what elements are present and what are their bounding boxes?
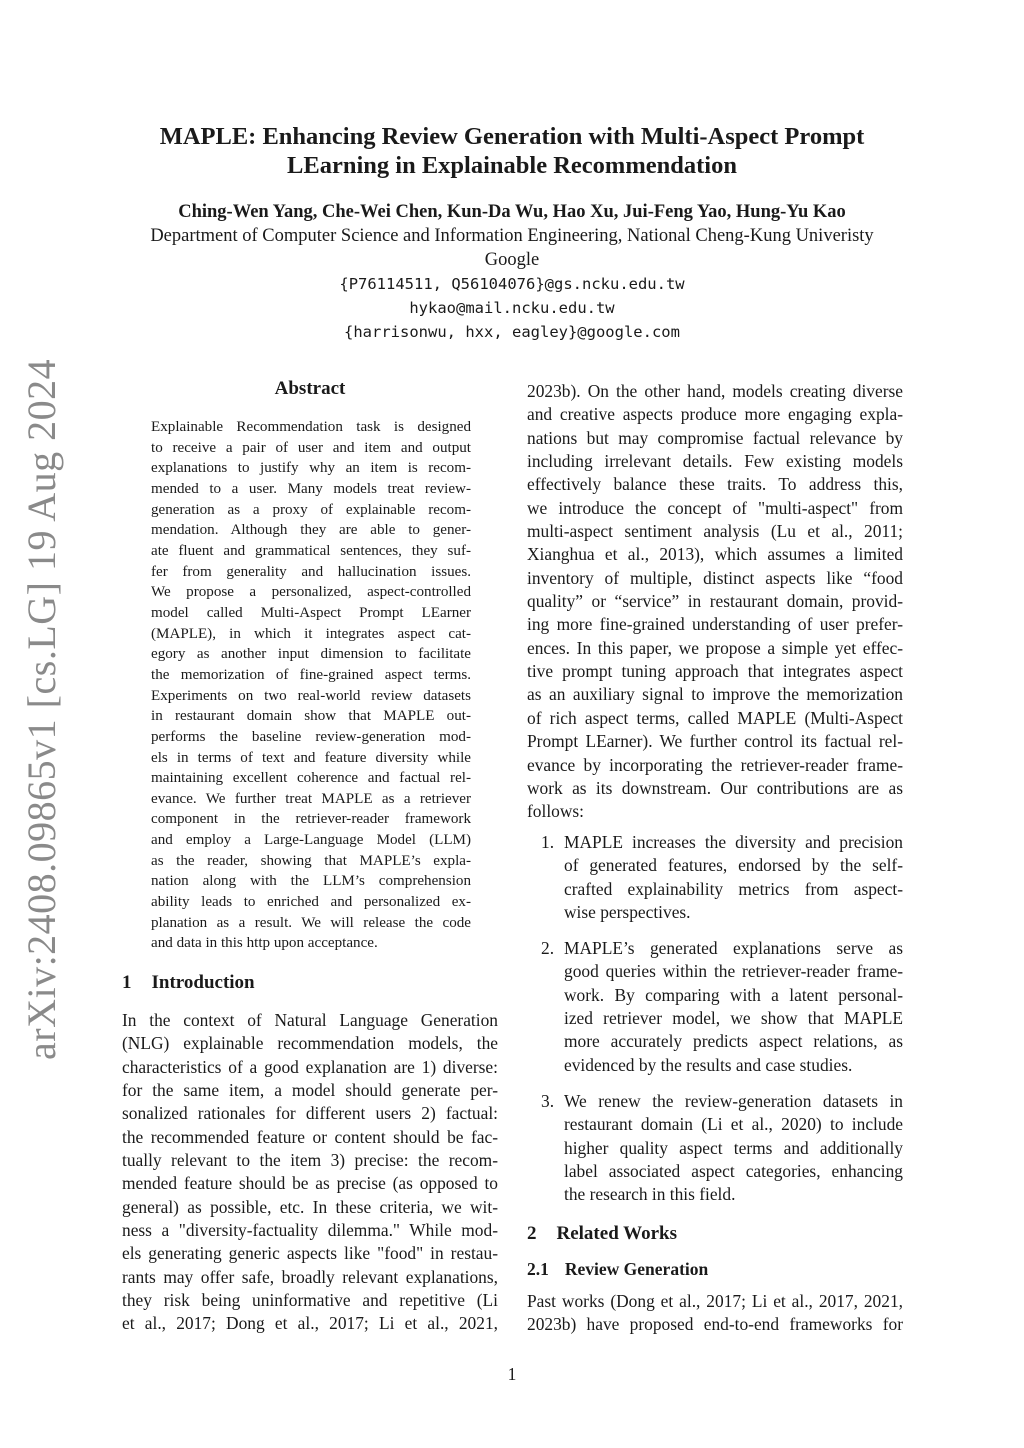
contribution-line: MAPLE increases the diversity and precision	[564, 832, 903, 852]
intro-line: ness a "diversity-factuality dilemma." While mod-	[122, 1220, 498, 1241]
right-column-line: quality” or “service” in restaurant domain, provid-	[527, 591, 903, 612]
right-column-line: tive prompt tuning approach that integrates aspect	[527, 661, 903, 682]
related-heading-number: 2	[527, 1223, 537, 1244]
email-ncku-advisor: hykao@mail.ncku.edu.tw	[409, 299, 615, 317]
contribution-number: 1.	[541, 832, 555, 852]
right-column-line: effectively balance these traits. To address this,	[527, 474, 903, 495]
abstract-line: model called Multi-Aspect Prompt LEarner	[151, 604, 471, 621]
intro-line: In the context of Natural Language Generation	[122, 1010, 498, 1030]
contribution-line: crafted explainability metrics from aspect-	[564, 878, 903, 899]
review-generation-body	[527, 1290, 903, 1337]
abstract-line: mended to a user. Many models treat review-	[151, 480, 471, 497]
abstract-line: component in the retriever-reader framework	[151, 811, 471, 828]
review-heading-text: Review Generation	[564, 1259, 709, 1279]
abstract-line: and data in this http upon acceptance.	[151, 935, 378, 952]
contribution-line: label associated aspect categories, enhancing	[564, 1161, 903, 1182]
intro-body	[122, 1009, 498, 1336]
right-column-body	[527, 380, 903, 824]
email-ncku-students: {P76114511, Q56104076}@gs.ncku.edu.tw	[339, 275, 685, 293]
contribution-number: 2.	[541, 938, 555, 958]
abstract-heading: Abstract	[274, 378, 346, 399]
contribution-line: restaurant domain (Li et al., 2020) to include	[564, 1114, 903, 1135]
abstract-line: maintaining excellent coherence and factual rel-	[151, 770, 471, 787]
contribution-line: We renew the review-generation datasets in	[564, 1091, 903, 1111]
right-column-line: and creative aspects produce more engaging expla-	[527, 404, 903, 425]
contribution-line: wise perspectives.	[564, 902, 691, 923]
abstract-line: the memorization of fine-grained aspect terms.	[151, 666, 471, 683]
intro-line: et al., 2017; Dong et al., 2017; Li et al., 2021,	[122, 1313, 498, 1334]
abstract-body	[151, 417, 471, 954]
abstract-line: in restaurant domain show that MAPLE out-	[151, 708, 471, 725]
title-line-1: MAPLE: Enhancing Review Generation with Multi-Aspect Prompt	[159, 123, 865, 150]
contribution-line: more accurately predicts aspect relations, as	[564, 1031, 903, 1052]
review-heading-number: 2.1	[527, 1259, 549, 1279]
review-generation-line: 2023b) have proposed end-to-end frameworks for	[527, 1314, 903, 1335]
intro-line: mended feature should be as precise (as opposed to	[122, 1173, 498, 1194]
abstract-line: mendation. Although they are able to gener-	[151, 522, 471, 539]
title-line-2: LEarning in Explainable Recommendation	[287, 152, 737, 179]
abstract-line: and employ a Large-Language Model (LLM)	[151, 832, 471, 849]
abstract-line: Explainable Recommendation task is designed	[151, 419, 471, 435]
abstract-line: els in terms of text and feature diversity while	[151, 749, 471, 766]
abstract-line: explanations to justify why an item is recom-	[151, 460, 471, 477]
abstract-line: ability leads to enriched and personalized ex-	[151, 894, 471, 911]
review-generation-line: Past works (Dong et al., 2017; Li et al., 2017, 2021,	[527, 1291, 903, 1311]
abstract-line: generation as a proxy of explainable recom-	[151, 501, 471, 518]
abstract-line: evance. We further treat MAPLE as a retriever	[151, 790, 471, 807]
intro-line: for the same item, a model should generate per-	[122, 1080, 498, 1101]
contribution-item	[541, 831, 903, 924]
page-number: 1	[507, 1364, 517, 1384]
contribution-line: higher quality aspect terms and additionally	[564, 1137, 903, 1158]
right-column-line: ing more fine-grained understanding of user prefer-	[527, 614, 903, 635]
right-column-line: as an auxiliary signal to improve the memorization	[527, 684, 903, 705]
right-column-line: of rich aspect terms, called MAPLE (Multi-Aspect	[527, 707, 903, 728]
contribution-line: MAPLE’s generated explanations serve as	[564, 938, 903, 958]
intro-heading	[122, 972, 255, 994]
intro-line: tually relevant to the item 3) precise: the recom-	[122, 1150, 498, 1171]
abstract-line: fer from generality and hallucination issues.	[151, 563, 471, 580]
affiliations	[60, 224, 964, 344]
abstract-line: (MAPLE), in which it integrates aspect cat-	[151, 625, 471, 642]
right-column-line: work as its downstream. Our contributions are as	[527, 777, 903, 798]
email-google: {harrisonwu, hxx, eagley}@google.com	[344, 323, 680, 341]
contribution-line: of generated features, endorsed by the self-	[564, 855, 903, 876]
abstract-line: We propose a personalized, aspect-controlled	[151, 584, 471, 601]
abstract-line: as the reader, showing that MAPLE’s expla-	[151, 852, 471, 869]
contribution-line: evidenced by the results and case studies.	[564, 1054, 853, 1075]
abstract-line: performs the baseline review-generation mod-	[151, 728, 471, 745]
arxiv-identifier-stamp: arXiv:2408.09865v1 [cs.LG] 19 Aug 2024	[19, 358, 64, 1060]
contribution-line: the research in this field.	[564, 1184, 736, 1205]
contribution-line: work. By comparing with a latent personal-	[564, 984, 903, 1005]
contribution-item	[541, 937, 903, 1077]
intro-line: rants may offer safe, broadly relevant explanations,	[122, 1266, 498, 1287]
contribution-line: good queries within the retriever-reader frame-	[564, 961, 903, 982]
right-column-line: 2023b). On the other hand, models creating diverse	[527, 381, 903, 401]
right-column-line: nations but may compromise factual relevance by	[527, 427, 903, 448]
right-column-line: ences. In this paper, we propose a simple yet effec-	[527, 637, 903, 658]
right-column-line: follows:	[527, 801, 585, 822]
related-heading-text: Related Works	[556, 1223, 678, 1244]
contribution-line: ized retriever model, we show that MAPLE	[564, 1008, 903, 1029]
intro-heading-number: 1	[122, 972, 132, 993]
review-generation-heading	[527, 1259, 708, 1280]
contribution-item	[541, 1090, 903, 1207]
abstract-line: ate fluent and grammatical sentences, they suf-	[151, 542, 471, 559]
intro-line: they risk being uninformative and repetitive (Li	[122, 1290, 498, 1311]
affiliation-university: Department of Computer Science and Information Engineering, National Cheng-Kung Univeristy	[150, 226, 874, 246]
right-column-line: Xianghua et al., 2013), which assumes a limited	[527, 544, 903, 565]
paper-title	[100, 122, 924, 180]
related-works-heading	[527, 1223, 677, 1245]
contribution-number: 3.	[541, 1091, 555, 1111]
abstract-line: planation as a result. We will release the code	[151, 914, 471, 931]
intro-heading-text: Introduction	[151, 972, 255, 993]
intro-line: the recommended feature or content should be fac-	[122, 1126, 498, 1147]
intro-line: characteristics of a good explanation are 1) diverse:	[122, 1056, 498, 1077]
right-column-line: including irrelevant details. Few existing models	[527, 451, 903, 472]
abstract-line: nation along with the LLM’s comprehension	[151, 873, 471, 890]
intro-line: general) as possible, etc. In these criteria, we wit-	[122, 1196, 498, 1217]
right-column-line: evance by incorporating the retriever-reader frame-	[527, 754, 903, 775]
author-list: Ching-Wen Yang, Che-Wei Chen, Kun-Da Wu, Hao Xu, Jui-Feng Yao, Hung-Yu Kao	[178, 202, 846, 222]
right-column-line: Prompt LEarner). We further control its factual rel-	[527, 731, 903, 752]
right-column-line: multi-aspect sentiment analysis (Lu et al., 2011;	[527, 521, 903, 542]
intro-line: sonalized rationales for different users 2) factual:	[122, 1103, 498, 1124]
intro-line: els generating generic aspects like "food" in restau-	[122, 1243, 498, 1264]
right-column-line: inventory of multiple, distinct aspects like “food	[527, 567, 903, 588]
abstract-line: egory as another input dimension to facilitate	[151, 646, 471, 663]
abstract-line: Experiments on two real-world review datasets	[151, 687, 471, 704]
affiliation-google: Google	[484, 250, 540, 270]
right-column-line: we introduce the concept of "multi-aspect" from	[527, 497, 903, 518]
intro-line: (NLG) explainable recommendation models, the	[122, 1033, 498, 1054]
abstract-line: to receive a pair of user and item and output	[151, 439, 471, 456]
